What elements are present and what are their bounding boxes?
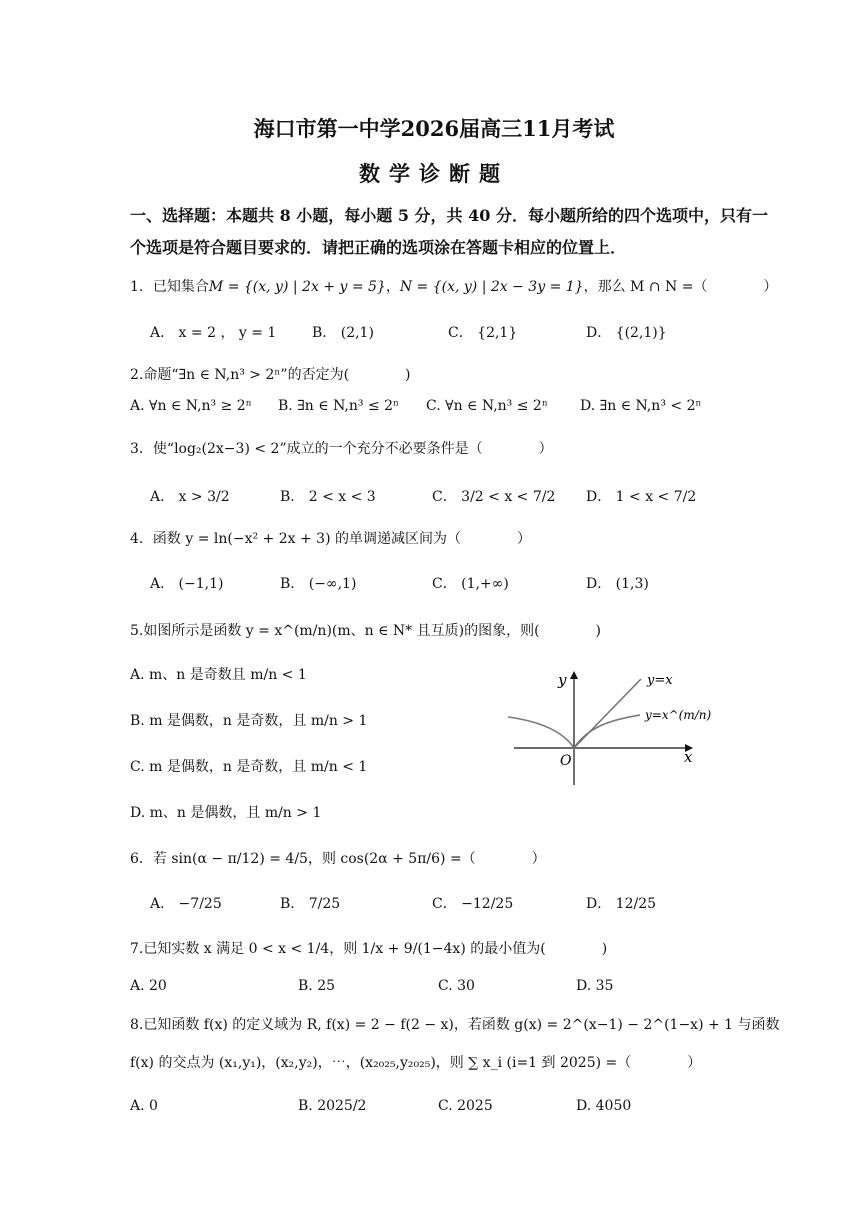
q1-stem: 1．已知集合M = {(x, y) | 2x + y = 5}，N = {(x, y) | 2x − 3y = 1}，那么 M ∩ N =（ ）: [130, 279, 778, 295]
q2-stem: 2.命题“∃n ∈ N,n³ > 2ⁿ”的否定为( ): [130, 367, 411, 383]
q3-option-c: C． 3/2 < x < 7/2: [432, 489, 556, 505]
q1-option-b: B． (2,1): [312, 325, 374, 341]
q8-stem-line2: f(x) 的交点为 (x₁,y₁)，(x₂,y₂)，⋯，(x₂₀₂₅,y₂₀₂₅)，则 ∑ x_i (i=1 到 2025) =（ ）: [130, 1055, 702, 1071]
exam-title: 海口市第一中学2026届高三11月考试: [253, 116, 615, 141]
q5-option-b: B. m 是偶数，n 是奇数，且 m/n > 1: [130, 713, 368, 729]
q2-option-a: A. ∀n ∈ N,n³ ≥ 2ⁿ: [130, 398, 252, 414]
q4-option-b: B． (−∞,1): [280, 576, 357, 592]
q5-function-graph: [500, 665, 712, 790]
line-y-equals-x: [574, 679, 641, 748]
q3-option-b: B． 2 < x < 3: [280, 489, 376, 505]
q8-option-a: A. 0: [130, 1098, 158, 1114]
q3-option-a: A． x > 3/2: [150, 489, 230, 505]
curve-label-power: y=x^(m/n): [645, 708, 712, 722]
q4-option-c: C． (1,+∞): [432, 576, 509, 592]
q1-option-a: A． x = 2 ， y = 1: [150, 325, 277, 341]
origin-label: O: [560, 753, 572, 769]
q1-option-d: D． {(2,1)}: [586, 325, 667, 341]
q2-option-c: C. ∀n ∈ N,n³ ≤ 2ⁿ: [426, 398, 548, 414]
y-axis-arrow-icon: [570, 671, 578, 679]
q5-option-a: A. m、n 是奇数且 m/n < 1: [130, 667, 307, 683]
x-axis-label: x: [684, 748, 693, 766]
q3-stem: 3．使“log₂(2x−3) < 2”成立的一个充分不必要条件是（ ）: [130, 441, 553, 457]
q6-option-b: B． 7/25: [280, 896, 341, 912]
q5-option-d: D. m、n 是偶数，且 m/n > 1: [130, 805, 322, 821]
exam-subtitle: 数学诊断题: [359, 161, 509, 186]
q4-option-d: D． (1,3): [586, 576, 649, 592]
q7-option-d: D. 35: [576, 978, 614, 994]
section-heading: 一、选择题：本题共 8 小题，每小题 5 分，共 40 分．每小题所给的四个选项中，只有一个选项是符合题目要求的．请把正确的选项涂在答题卡相应的位置上．: [130, 206, 768, 257]
q4-stem: 4．函数 y = ln(−x² + 2x + 3) 的单调递减区间为（ ）: [130, 531, 531, 547]
q6-option-c: C． −12/25: [432, 896, 514, 912]
q2-option-b: B. ∃n ∈ N,n³ ≤ 2ⁿ: [278, 398, 400, 414]
q2-option-d: D. ∃n ∈ N,n³ < 2ⁿ: [580, 398, 702, 414]
curve-label-y-equals-x: y=x: [647, 673, 673, 688]
q6-stem: 6．若 sin(α − π/12) = 4/5，则 cos(2α + 5π/6) =（ ）: [130, 851, 546, 867]
q7-option-a: A. 20: [130, 978, 167, 994]
q6-option-d: D． 12/25: [586, 896, 657, 912]
q8-option-c: C. 2025: [438, 1098, 493, 1114]
q7-stem: 7.已知实数 x 满足 0 < x < 1/4，则 1/x + 9/(1−4x) 的最小值为( ): [130, 941, 608, 957]
q8-stem-line1: 8.已知函数 f(x) 的定义域为 R, f(x) = 2 − f(2 − x)，若函数 g(x) = 2^(x−1) − 2^(1−x) + 1 与函数: [130, 1017, 780, 1033]
q4-option-a: A． (−1,1): [150, 576, 224, 592]
q5-option-c: C. m 是偶数，n 是奇数，且 m/n < 1: [130, 759, 368, 775]
q5-stem: 5.如图所示是函数 y = x^(m/n)(m、n ∈ N* 且互质)的图象，则( ): [130, 623, 602, 639]
q7-option-c: C. 30: [438, 978, 475, 994]
q8-option-d: D. 4050: [576, 1098, 632, 1114]
q1-option-c: C． {2,1}: [448, 325, 518, 341]
y-axis-label: y: [558, 671, 567, 689]
q7-option-b: B. 25: [298, 978, 336, 994]
q6-option-a: A． −7/25: [150, 896, 222, 912]
q8-option-b: B. 2025/2: [298, 1098, 367, 1114]
q3-option-d: D． 1 < x < 7/2: [586, 489, 697, 505]
